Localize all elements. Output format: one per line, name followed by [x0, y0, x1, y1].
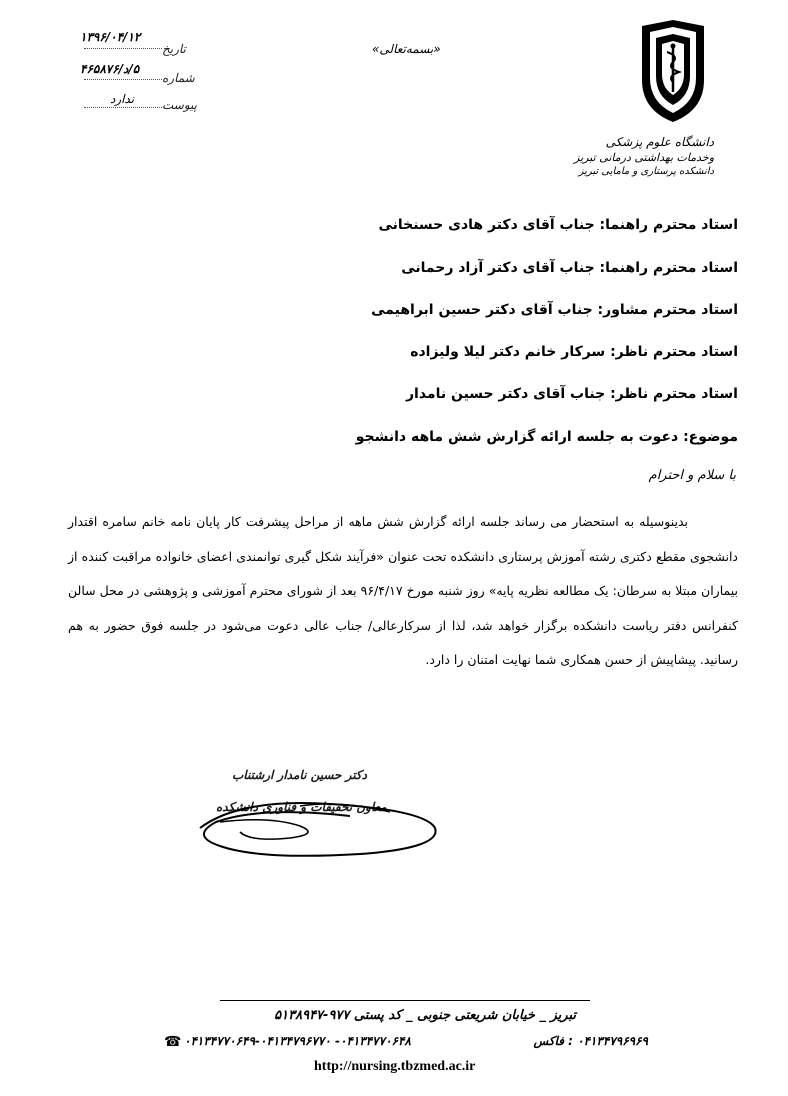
letter-number-value: ۵/د/۴۶۵۸۷۶ [80, 62, 140, 76]
attachment-dotted-line [84, 107, 162, 108]
date-label: تاریخ [162, 42, 186, 56]
logo-caption-line: وخدمات بهداشتی درمانی تبریز [574, 151, 714, 164]
logo-caption-line: دانشکده پرستاری و مامایی تبریز [578, 166, 714, 177]
greeting: با سلام و احترام [648, 468, 736, 483]
university-logo [632, 18, 714, 128]
recipient-line: استاد محترم ناظر: سرکار خانم دکتر لیلا ولیزاده [410, 344, 738, 360]
attachment-value: ندارد [110, 92, 135, 106]
letter-body [68, 505, 738, 678]
number-label: شماره [162, 71, 195, 85]
telephone-icon: ☎ [164, 1034, 182, 1050]
footer-address: تبریز _ خیابان شریعتی جنوبی _ کد پستی ۹۷۷-۵۱۳۸۹۴۷ [274, 1008, 576, 1023]
footer-phone-numbers: ۰۴۱۳۴۷۹۶۹۶۹ : فاکس [533, 1034, 648, 1048]
logo-caption-line: دانشگاه علوم پزشکی [605, 135, 714, 149]
recipient-line: استاد محترم مشاور: جناب آقای دکتر حسین ابراهیمی [371, 302, 738, 318]
basmala: «بسمه‌تعالی» [372, 42, 441, 56]
date-dotted-line [84, 48, 162, 49]
handwritten-signature [180, 776, 460, 866]
recipient-line: استاد محترم ناظر: جناب آقای دکتر حسین نامدار [405, 386, 738, 402]
signatory-title: معاون تحقیقات و فناوری دانشکده [216, 800, 387, 814]
number-dotted-line [84, 79, 162, 80]
letter-subject: موضوع: دعوت به جلسه ارائه گزارش شش ماهه دانشجو [355, 429, 738, 445]
recipient-line: استاد محترم راهنما: جناب آقای دکتر آزاد رحمانی [401, 260, 738, 276]
signatory-name: دکتر حسین نامدار ارشتناب [232, 768, 367, 782]
date-value: ۱۳۹۶/۰۴/۱۲ [80, 30, 141, 44]
footer-website-link[interactable]: http://nursing.tbzmed.ac.ir [314, 1059, 476, 1074]
body-paragraph: بدینوسیله به استحضار می رساند جلسه ارائه گزارش شش ماهه از مراحل پیشرفت کار پایان نامه خانم سامره اقتدار دانشجوی مقطع دکتری رشته آموزش پرستاری دانشکده تحت عنوان «فرآیند شکل گیری توانمندی اعضای خانواده مراقبت کننده از بیماران مبتلا به سرطان: یک مطالعه نظریه پایه» روز شنبه مورخ ۹۶/۴/۱۷ بعد از شورای محترم آموزشی و پژوهشی در محل سالن کنفرانس دفتر ریاست دانشکده برگزار خواهد شد، لذا از سرکارعالی/ جناب عالی دعوت می‌شود در جلسه فوق حضور به هم رسانید. پیشاپیش از حسن همکاری شما نهایت امتنان را دارد. [68, 514, 738, 667]
recipient-line: استاد محترم راهنما: جناب آقای دکتر هادی حسنخانی [378, 217, 738, 233]
footer-fax-numbers: ۰۴۱۳۴۷۷۰۶۴۸- ۰۴۱۳۴۷۷۰۶۴۹-۰۴۱۳۴۷۹۶۷۷۰ [184, 1034, 411, 1048]
attachment-label: پیوست [162, 98, 197, 112]
footer-divider [220, 1000, 590, 1001]
